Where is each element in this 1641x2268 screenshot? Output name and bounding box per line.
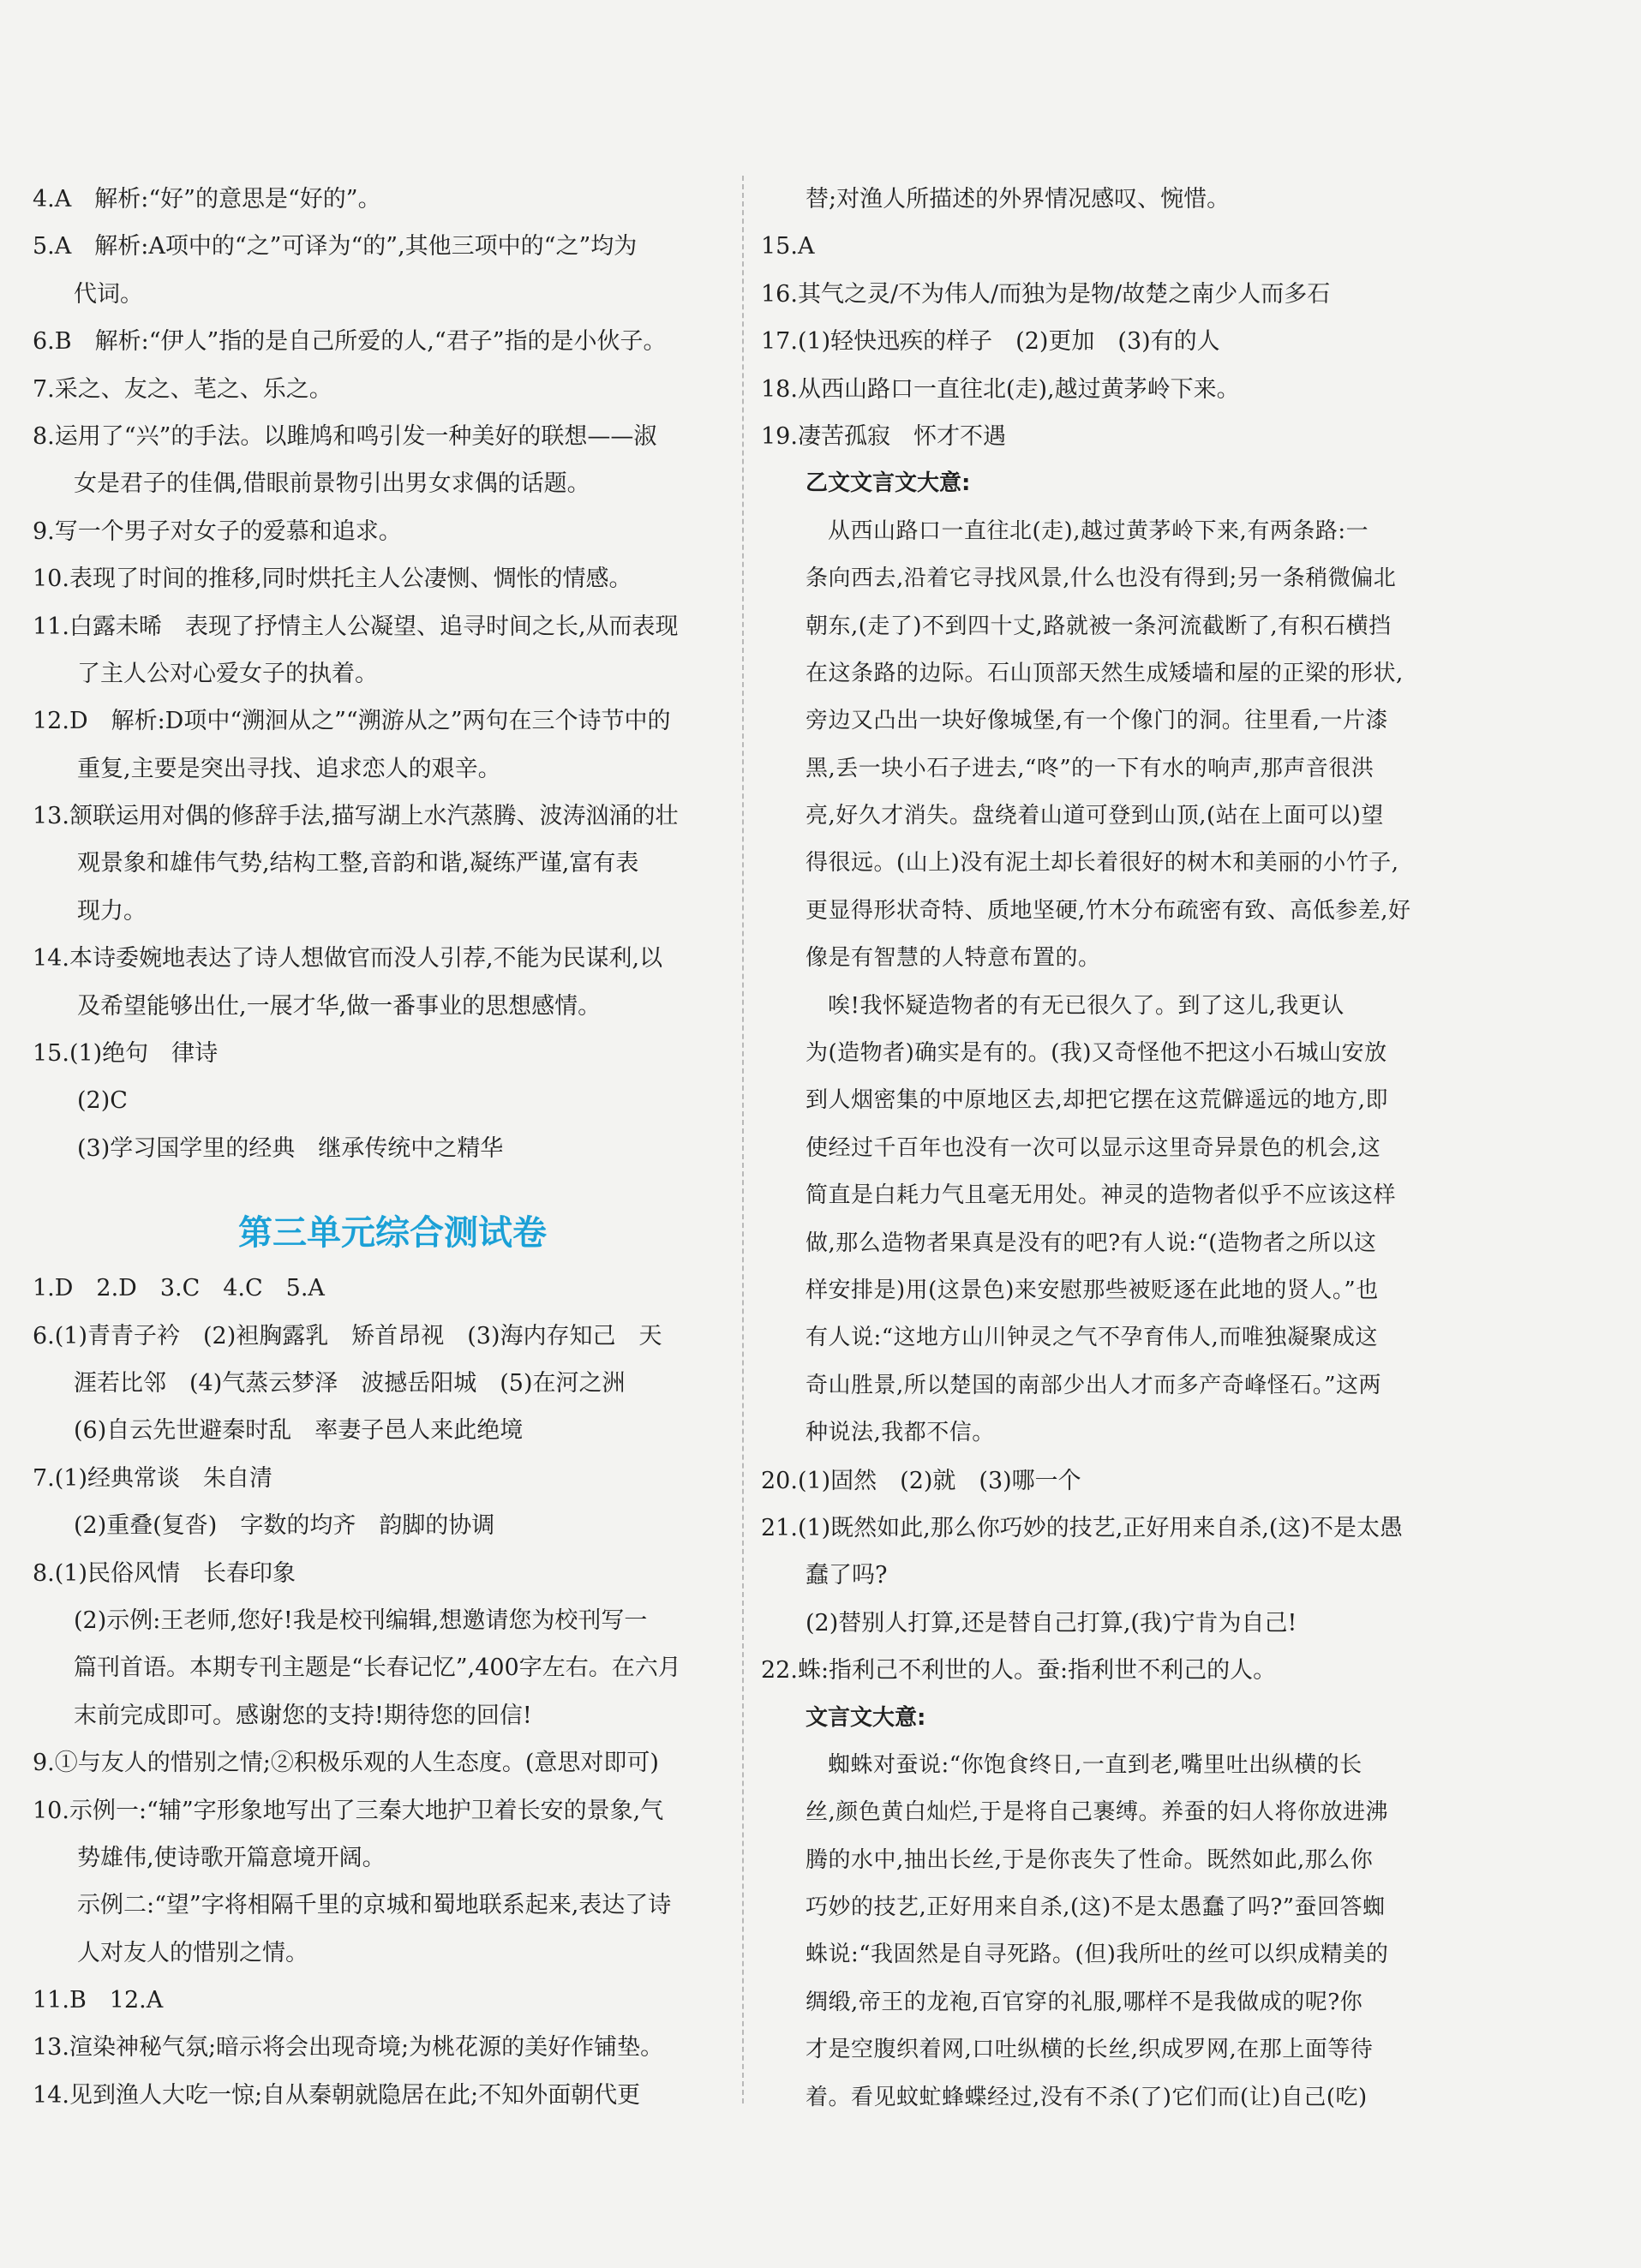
text-line: 13.渲染神秘气氛;暗示将会出现奇境;为桃花源的美好作铺垫。: [33, 2034, 664, 2062]
text-line: 8.运用了“兴”的手法。以雎鸠和鸣引发一种美好的联想——淑: [33, 422, 657, 450]
text-line: 19.凄苦孤寂 怀才不遇: [761, 422, 1006, 450]
text-line: (2)示例:王老师,您好!我是校刊编辑,想邀请您为校刊写一: [74, 1607, 648, 1634]
text-line: 蛛说:“我固然是自寻死路。(但)我所吐的丝可以织成精美的: [806, 1942, 1389, 1968]
text-line: 像是有智慧的人特意布置的。: [806, 945, 1101, 972]
text-line: 蠢了吗?: [806, 1562, 888, 1589]
left-column: [33, 176, 727, 2119]
text-line: 观景象和雄伟气势,结构工整,音韵和谐,凝练严谨,富有表: [77, 850, 639, 877]
text-line: 女是君子的佳偶,借眼前景物引出男女求偶的话题。: [74, 470, 590, 498]
text-line: 末前完成即可。感谢您的支持!期待您的回信!: [74, 1702, 532, 1729]
text-line: 及希望能够出仕,一展才华,做一番事业的思想感情。: [77, 992, 602, 1020]
text-line: 才是空腹织着网,口吐纵横的长丝,织成罗网,在那上面等待: [806, 2037, 1374, 2063]
text-line: 6.(1)青青子衿 (2)袒胸露乳 矫首昂视 (3)海内存知己 天: [33, 1322, 662, 1349]
text-line: 更显得形状奇特、质地坚硬,竹木分布疏密有致、高低参差,好: [806, 897, 1411, 924]
text-line: 简直是白耗力气且毫无用处。神灵的造物者似乎不应该这样: [806, 1182, 1397, 1209]
text-line: 10.表现了时间的推移,同时烘托主人公凄恻、惆怅的情感。: [33, 566, 632, 593]
text-line: 6.B 解析:“伊人”指的是自己所爱的人,“君子”指的是小伙子。: [33, 328, 667, 356]
text-line: 着。看见蚊虻蜂蝶经过,没有不杀(了)它们而(让)自己(吃): [806, 2084, 1368, 2110]
text-line: 12.D 解析:D项中“溯洄从之”“溯游从之”两句在三个诗节中的: [33, 708, 671, 735]
text-line: 腾的水中,抽出长丝,于是你丧失了性命。既然如此,那么你: [806, 1846, 1374, 1873]
text-line: 黑,丢一块小石子进去,“咚”的一下有水的响声,那声音很洪: [806, 755, 1374, 781]
text-line: 17.(1)轻快迅疾的样子 (2)更加 (3)有的人: [761, 328, 1220, 356]
text-line: 22.蛛:指利己不利世的人。蚕:指利世不利己的人。: [761, 1657, 1277, 1685]
text-line: (6)自云先世避秦时乱 率妻子邑人来此绝境: [74, 1417, 524, 1445]
text-line: 替;对渔人所描述的外界情况感叹、惋惜。: [806, 186, 1231, 212]
column-divider: [742, 176, 744, 2103]
text-line: 9.①与友人的惜别之情;②积极乐观的人生态度。(意思对即可): [33, 1750, 659, 1777]
text-line: 9.写一个男子对女子的爱慕和追求。: [33, 518, 402, 545]
text-line: 20.(1)固然 (2)就 (3)哪一个: [761, 1467, 1081, 1494]
text-line: 势雄伟,使诗歌开篇意境开阔。: [77, 1844, 386, 1871]
text-line: 旁边又凸出一块好像城堡,有一个像门的洞。往里看,一片漆: [806, 708, 1389, 734]
answer-list-right: [761, 176, 1457, 2121]
text-line: 乙文文言文大意:: [806, 470, 971, 497]
text-line: 16.其气之灵/不为伟人/而独为是物/故楚之南少人而多石: [761, 280, 1331, 308]
text-line: 8.(1)民俗风情 长春印象: [33, 1559, 296, 1587]
text-line: 人对友人的惜别之情。: [77, 1939, 308, 1966]
text-line: 条向西去,沿着它寻找风景,什么也没有得到;另一条稍微偏北: [806, 566, 1397, 592]
text-line: 21.(1)既然如此,那么你巧妙的技艺,正好用来自杀,(这)不是太愚: [761, 1514, 1403, 1541]
text-line: 在这条路的边际。石山顶部天然生成矮墙和屋的正梁的形状,: [806, 660, 1404, 686]
text-line: 15.(1)绝句 律诗: [33, 1040, 219, 1068]
text-line: 奇山胜景,所以楚国的南部少出人才而多产奇峰怪石。”这两: [806, 1372, 1382, 1398]
text-line: 涯若比邻 (4)气蒸云梦泽 波撼岳阳城 (5)在河之洲: [74, 1369, 626, 1397]
text-line: 巧妙的技艺,正好用来自杀,(这)不是太愚蠢了吗?”蚕回答蜘: [806, 1894, 1386, 1921]
text-line: 18.从西山路口一直往北(走),越过黄茅岭下来。: [761, 375, 1240, 403]
text-line: 有人说:“这地方山川钟灵之气不孕育伟人,而唯独凝聚成这: [806, 1325, 1378, 1351]
text-line: (2)C: [77, 1087, 128, 1115]
text-line: 从西山路口一直往北(走),越过黄茅岭下来,有两条路:一: [828, 518, 1369, 544]
text-line: 朝东,(走了)不到四十丈,路就被一条河流截断了,有积石横挡: [806, 613, 1392, 639]
text-line: 使经过千百年也没有一次可以显示这里奇异景色的机会,这: [806, 1134, 1381, 1161]
text-line: 现力。: [77, 897, 147, 925]
text-line: 11.白露未晞 表现了抒情主人公凝望、追寻时间之长,从而表现: [33, 613, 679, 640]
text-line: 示例二:“望”字将相隔千里的京城和蜀地联系起来,表达了诗: [77, 1892, 672, 1919]
text-line: 唉!我怀疑造物者的有无已很久了。到了这儿,我更认: [828, 992, 1345, 1019]
text-line: (2)重叠(复沓) 字数的均齐 韵脚的协调: [74, 1512, 495, 1540]
text-line: (2)替别人打算,还是替自己打算,(我)宁肯为自己!: [806, 1609, 1297, 1637]
text-line: 到人烟密集的中原地区去,却把它摆在这荒僻遥远的地方,即: [806, 1087, 1389, 1114]
text-line: 7.采之、友之、芼之、乐之。: [33, 375, 332, 403]
text-line: 11.B 12.A: [33, 1987, 164, 2014]
text-line: 篇刊首语。本期专刊主题是“长春记忆”,400字左右。在六月: [74, 1655, 681, 1682]
text-line: 7.(1)经典常谈 朱自清: [33, 1464, 273, 1492]
text-line: 种说法,我都不信。: [806, 1420, 995, 1446]
text-line: 文言文大意:: [806, 1704, 926, 1731]
text-line: (3)学习国学里的经典 继承传统中之精华: [77, 1134, 504, 1162]
answer-list-upper: [33, 176, 727, 1172]
text-line: 1.D 2.D 3.C 4.C 5.A: [33, 1275, 325, 1302]
text-line: 重复,主要是突出寻找、追求恋人的艰辛。: [77, 755, 501, 782]
text-line: 蜘蛛对蚕说:“你饱食终日,一直到老,嘴里吐出纵横的长: [828, 1751, 1363, 1778]
text-line: 14.本诗委婉地表达了诗人想做官而没人引荐,不能为民谋利,以: [33, 945, 663, 972]
text-line: 15.A: [761, 233, 815, 260]
text-line: 10.示例一:“辅”字形象地写出了三秦大地护卫着长安的景象,气: [33, 1797, 664, 1824]
text-line: 为(造物者)确实是有的。(我)又奇怪他不把这小石城山安放: [806, 1040, 1387, 1067]
right-column: [761, 176, 1457, 2121]
text-line: 得很远。(山上)没有泥土却长着很好的树木和美丽的小竹子,: [806, 850, 1399, 877]
answer-list-lower: [33, 1265, 727, 2119]
text-line: 亮,好久才消失。盘绕着山道可登到山顶,(站在上面可以)望: [806, 803, 1384, 829]
text-line: 绸缎,帝王的龙袍,百官穿的礼服,哪样不是我做成的呢?你: [806, 1989, 1363, 2015]
text-line: 4.A 解析:“好”的意思是“好的”。: [33, 186, 381, 212]
text-line: 了主人公对心爱女子的执着。: [77, 660, 378, 687]
text-line: 5.A 解析:A项中的“之”可译为“的”,其他三项中的“之”均为: [33, 233, 638, 260]
text-line: 做,那么造物者果真是没有的吧?有人说:“(造物者之所以这: [806, 1230, 1377, 1256]
text-line: 13.颔联运用对偶的修辞手法,描写湖上水汽蒸腾、波涛汹涌的壮: [33, 803, 679, 830]
section-title: 第三单元综合测试卷: [238, 1213, 547, 1254]
text-line: 14.见到渔人大吃一惊;自从秦朝就隐居在此;不知外面朝代更: [33, 2081, 641, 2109]
text-line: 丝,颜色黄白灿烂,于是将自己裹缚。养蚕的妇人将你放进沸: [806, 1799, 1389, 1826]
text-line: 代词。: [74, 280, 143, 308]
text-line: 样安排是)用(这景色)来安慰那些被贬逐在此地的贤人。”也: [806, 1277, 1379, 1303]
